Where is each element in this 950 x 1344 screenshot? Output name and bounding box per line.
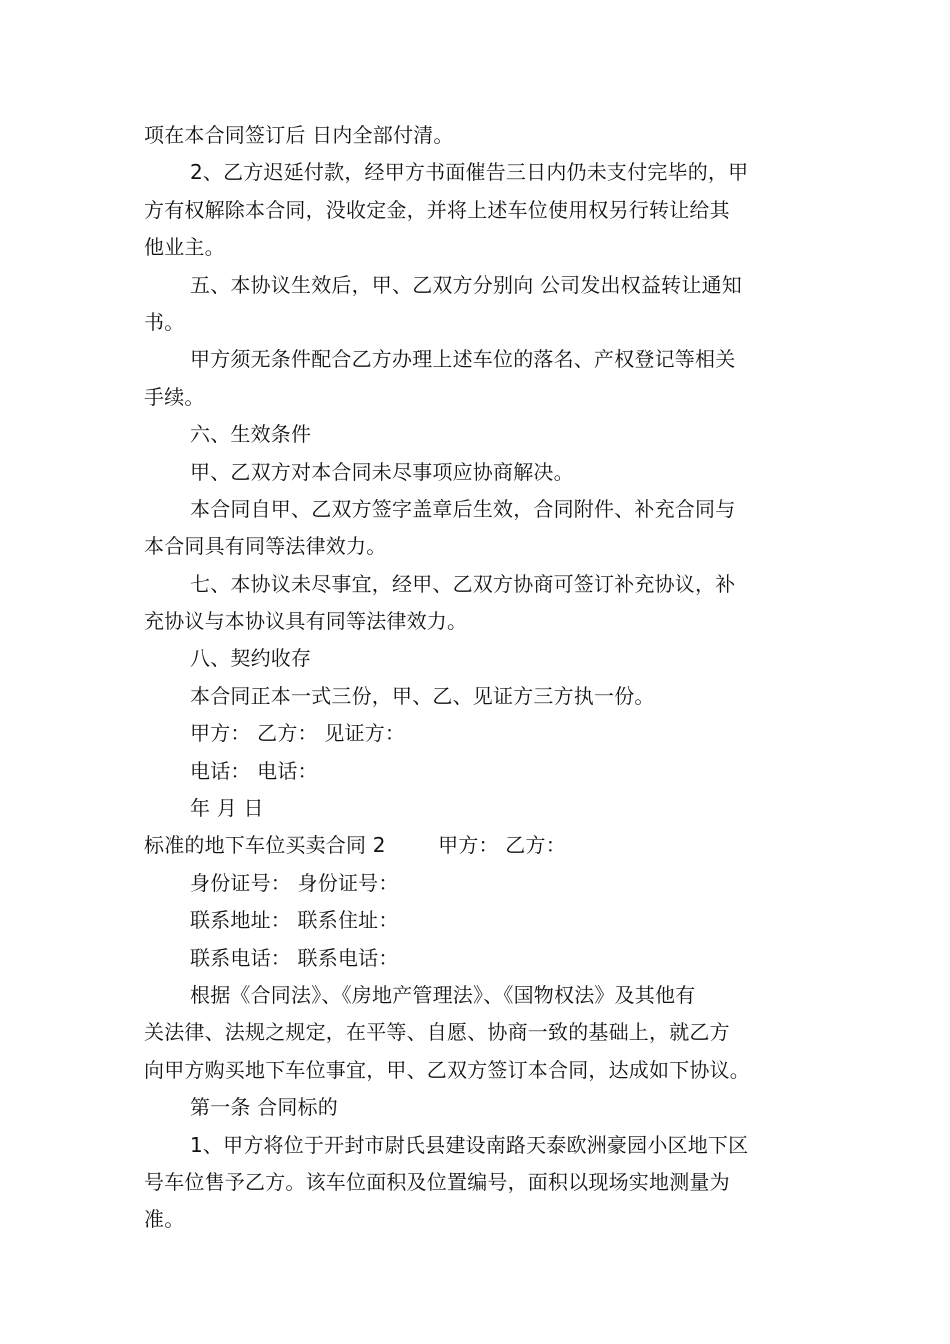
text-line: 方有权解除本合同，没收定金，并将上述车位使用权另行转让给其 bbox=[144, 197, 730, 222]
contact-phone-line: 联系电话： 联系电话： bbox=[190, 945, 399, 970]
text-line: 书。 bbox=[144, 309, 185, 334]
text-line: 充协议与本协议具有同等法律效力。 bbox=[144, 609, 468, 634]
text-line: 本合同正本一式三份，甲、乙、见证方三方执一份。 bbox=[190, 683, 655, 708]
text-line: 根据《合同法》、《房地产管理法》、《国物权法》及其他有 bbox=[190, 982, 696, 1007]
text-line: 五、本协议生效后，甲、乙双方分别向 公司发出权益转让通知 bbox=[190, 272, 742, 297]
text-line: 号车位售予乙方。该车位面积及位置编号，面积以现场实地测量为 bbox=[144, 1169, 730, 1194]
document-body bbox=[144, 117, 808, 1239]
text-line: 本合同具有同等法律效力。 bbox=[144, 534, 387, 559]
section-heading: 八、契约收存 bbox=[190, 646, 312, 671]
text-line: 关法律、法规之规定，在平等、自愿、协商一致的基础上，就乙方 bbox=[144, 1020, 730, 1045]
phone-line: 电话： 电话： bbox=[190, 758, 318, 783]
text-line: 向甲方购买地下车位事宜，甲、乙双方签订本合同，达成如下协议。 bbox=[144, 1057, 750, 1082]
signature-line: 甲方： 乙方： 见证方： bbox=[190, 721, 406, 746]
text-line: 1、甲方将位于开封市尉氏县建设南路天泰欧洲豪园小区地下区 bbox=[190, 1132, 749, 1157]
section-heading: 六、生效条件 bbox=[190, 422, 312, 447]
contract-title-line: 标准的地下车位买卖合同 2 甲方： 乙方： bbox=[144, 833, 566, 858]
text-line: 项在本合同签订后 日内全部付清。 bbox=[144, 123, 454, 147]
address-line: 联系地址： 联系住址： bbox=[190, 908, 399, 933]
section-heading: 第一条 合同标的 bbox=[190, 1095, 338, 1120]
date-line: 年 月 日 bbox=[190, 796, 264, 821]
text-line: 他业主。 bbox=[144, 235, 225, 260]
id-number-line: 身份证号： 身份证号： bbox=[190, 870, 399, 895]
text-line: 本合同自甲、乙双方签字盖章后生效，合同附件、补充合同与 bbox=[190, 496, 736, 521]
text-line: 准。 bbox=[144, 1207, 185, 1232]
text-line: 七、本协议未尽事宜，经甲、乙双方协商可签订补充协议，补 bbox=[190, 571, 736, 596]
text-line: 2、乙方迟延付款，经甲方书面催告三日内仍未支付完毕的，甲 bbox=[190, 160, 749, 185]
text-line: 手续。 bbox=[144, 384, 205, 409]
text-line: 甲方须无条件配合乙方办理上述车位的落名、产权登记等相关 bbox=[190, 347, 736, 372]
text-line: 甲、乙双方对本合同未尽事项应协商解决。 bbox=[190, 459, 574, 484]
